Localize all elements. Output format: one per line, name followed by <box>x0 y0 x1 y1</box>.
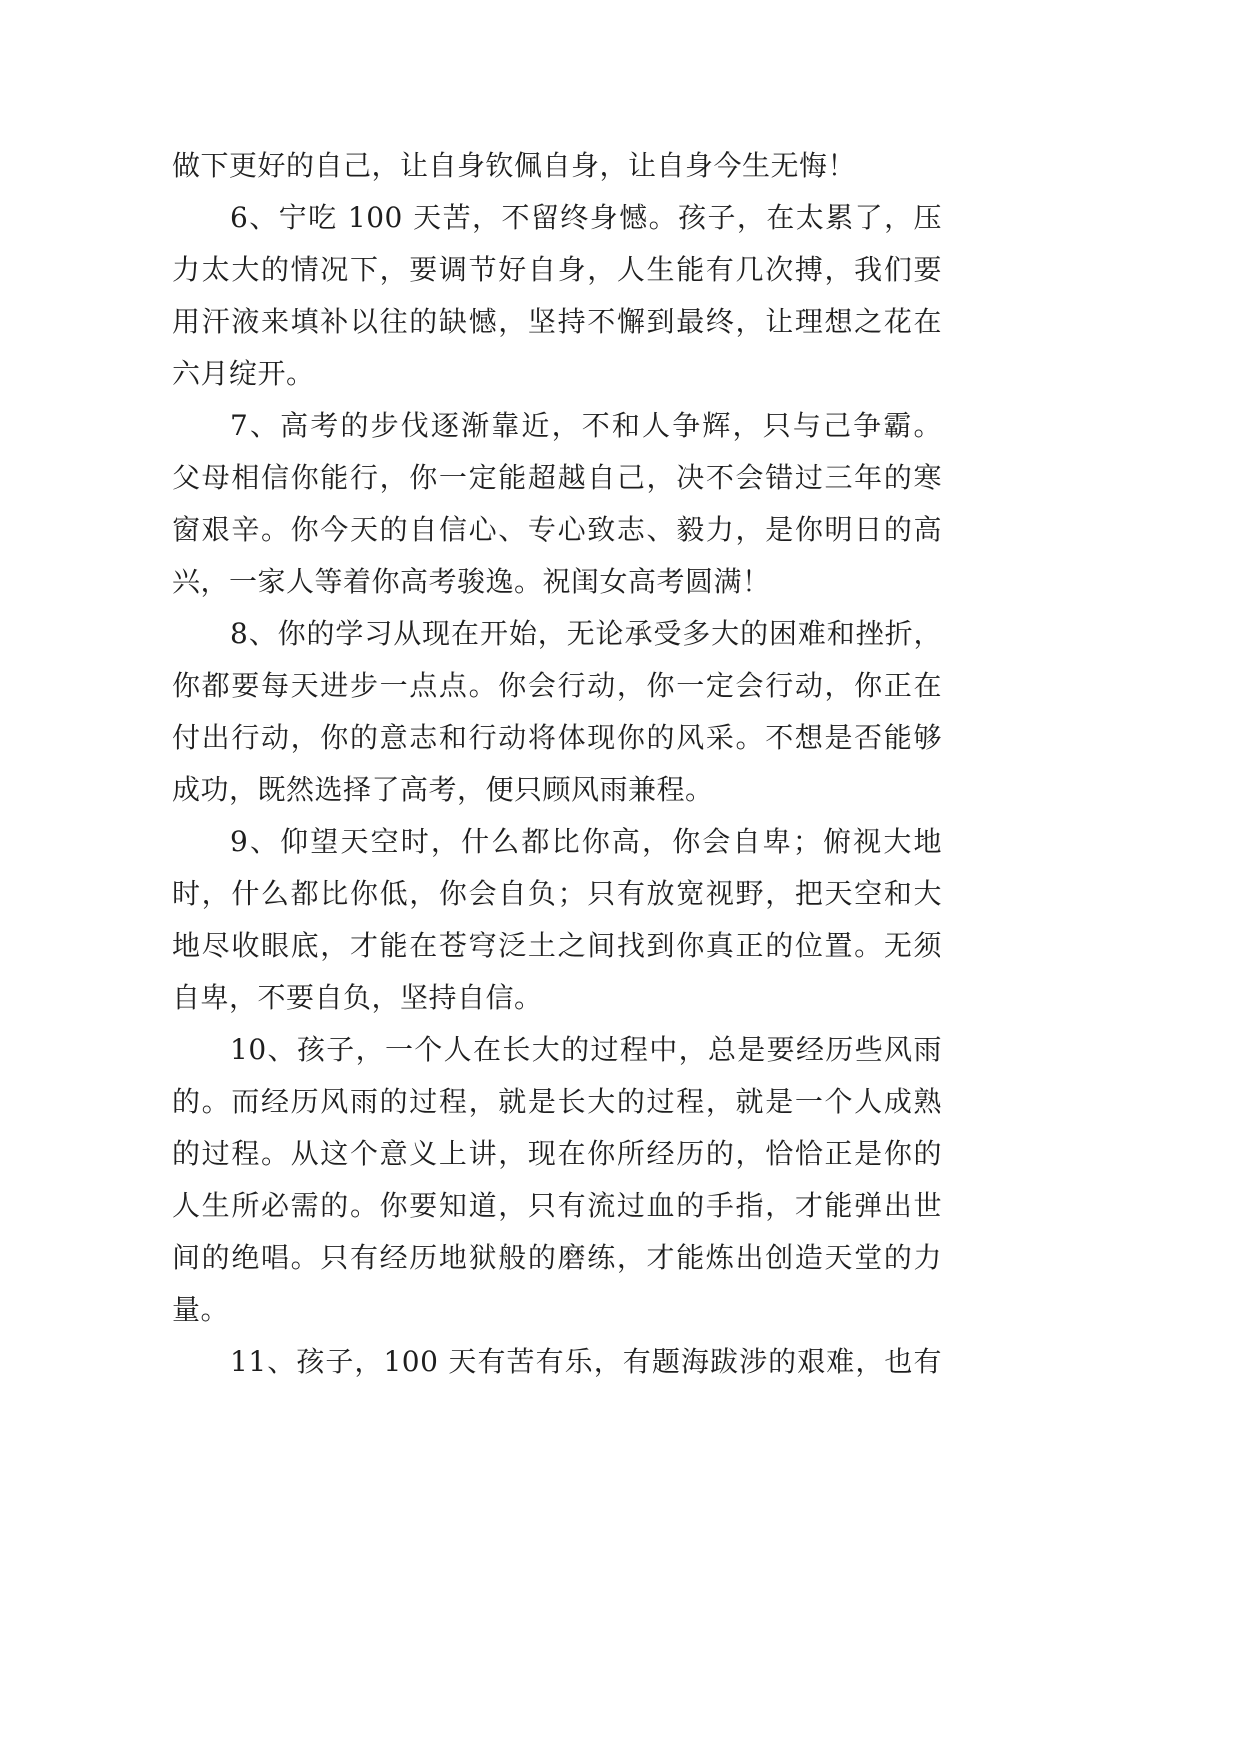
text-line: 自卑，不要自负，坚持自信。 <box>172 981 543 1014</box>
paragraph-item-7 <box>172 400 942 608</box>
body-text <box>172 140 942 1388</box>
text-line: 11、孩子，100 天有苦有乐，有题海跋涉的艰难，也有 <box>230 1345 942 1378</box>
text-line: 兴，一家人等着你高考骏逸。祝闺女高考圆满！ <box>172 565 771 598</box>
paragraph-item-11 <box>172 1336 942 1388</box>
text-line: 9、仰望天空时，什么都比你高，你会自卑；俯视大地 <box>230 825 942 858</box>
text-line: 付出行动，你的意志和行动将体现你的风采。不想是否能够 <box>172 721 942 754</box>
paragraph-item-6 <box>172 192 942 400</box>
text-line: 父母相信你能行，你一定能超越自己，决不会错过三年的寒 <box>172 461 942 494</box>
text-line: 的过程。从这个意义上讲，现在你所经历的，恰恰正是你的 <box>172 1137 942 1170</box>
text-line: 量。 <box>172 1293 230 1326</box>
paragraph-item-9 <box>172 816 942 1024</box>
text-line: 窗艰辛。你今天的自信心、专心致志、毅力，是你明日的高 <box>172 513 942 546</box>
text-line: 8、你的学习从现在开始，无论承受多大的困难和挫折， <box>230 617 942 650</box>
text-line: 10、孩子，一个人在长大的过程中，总是要经历些风雨 <box>230 1033 942 1066</box>
text-line: 力太大的情况下，要调节好自身，人生能有几次搏，我们要 <box>172 253 942 286</box>
text-line: 6、宁吃 100 天苦，不留终身憾。孩子，在太累了，压 <box>230 201 942 234</box>
text-line: 六月绽开。 <box>172 357 315 390</box>
text-line: 地尽收眼底，才能在苍穹泛土之间找到你真正的位置。无须 <box>172 929 942 962</box>
text-line: 成功，既然选择了高考，便只顾风雨兼程。 <box>172 773 714 806</box>
paragraph-item-10 <box>172 1024 942 1336</box>
text-line: 用汗液来填补以往的缺憾，坚持不懈到最终，让理想之花在 <box>172 305 942 338</box>
paragraph-item-8 <box>172 608 942 816</box>
text-line: 做下更好的自己，让自身钦佩自身，让自身今生无悔！ <box>172 149 857 182</box>
text-line: 7、高考的步伐逐渐靠近，不和人争辉，只与己争霸。 <box>230 409 942 442</box>
text-line: 时，什么都比你低，你会自负；只有放宽视野，把天空和大 <box>172 877 942 910</box>
text-line: 的。而经历风雨的过程，就是长大的过程，就是一个人成熟 <box>172 1085 942 1118</box>
text-line: 人生所必需的。你要知道，只有流过血的手指，才能弹出世 <box>172 1189 942 1222</box>
text-line: 间的绝唱。只有经历地狱般的磨练，才能炼出创造天堂的力 <box>172 1241 942 1274</box>
text-line: 你都要每天进步一点点。你会行动，你一定会行动，你正在 <box>172 669 942 702</box>
paragraph <box>172 140 942 192</box>
